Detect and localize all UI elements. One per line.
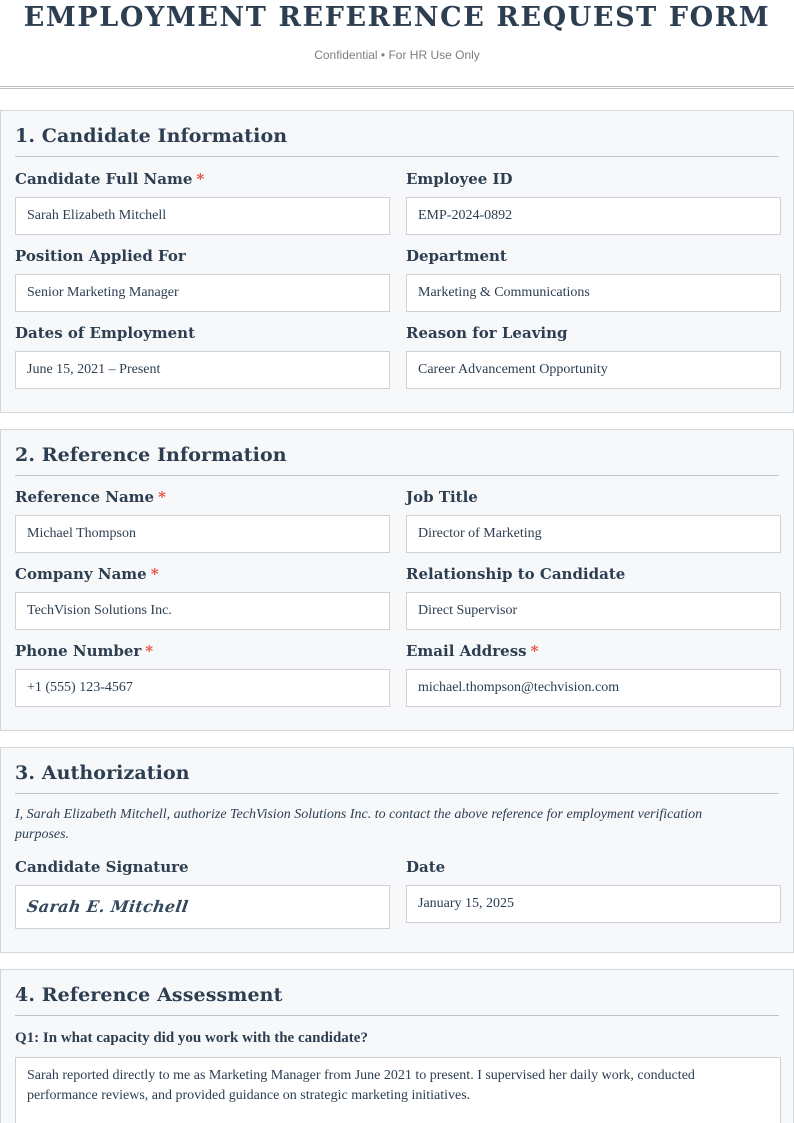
section-title: 2. Reference Information bbox=[15, 444, 287, 466]
field-label: Company Name * bbox=[15, 565, 159, 583]
field-employee-id bbox=[406, 170, 781, 235]
question-label: Q1: In what capacity did you work with the candidate? bbox=[15, 1030, 368, 1046]
reason-for-leaving-input[interactable]: Career Advancement Opportunity bbox=[406, 351, 781, 389]
section-title: 4. Reference Assessment bbox=[15, 984, 283, 1006]
signature-input[interactable] bbox=[15, 885, 390, 929]
field-label: Relationship to Candidate bbox=[406, 565, 626, 583]
field-label: Date bbox=[406, 858, 446, 876]
section-divider bbox=[15, 156, 779, 157]
department-input[interactable]: Marketing & Communications bbox=[406, 274, 781, 312]
required-asterisk: * bbox=[150, 565, 159, 583]
field-company-name bbox=[15, 565, 390, 630]
field-email-address bbox=[406, 642, 781, 707]
field-reference-name bbox=[15, 488, 390, 553]
field-position-applied-for bbox=[15, 247, 390, 312]
field-label: Email Address * bbox=[406, 642, 539, 660]
phone-number-input[interactable]: +1 (555) 123-4567 bbox=[15, 669, 390, 707]
reference-name-input[interactable]: Michael Thompson bbox=[15, 515, 390, 553]
section-reference-information bbox=[0, 429, 794, 731]
required-asterisk: * bbox=[196, 170, 205, 188]
section-reference-assessment bbox=[0, 969, 794, 1123]
required-asterisk: * bbox=[530, 642, 539, 660]
section-title: 1. Candidate Information bbox=[15, 125, 288, 147]
candidate-full-name-input[interactable]: Sarah Elizabeth Mitchell bbox=[15, 197, 390, 235]
section-candidate-information bbox=[0, 110, 794, 413]
date-input[interactable]: January 15, 2025 bbox=[406, 885, 781, 923]
signature-text: Sarah E. Mitchell bbox=[25, 897, 190, 916]
position-input[interactable]: Senior Marketing Manager bbox=[15, 274, 390, 312]
section-title: 3. Authorization bbox=[15, 762, 190, 784]
field-department bbox=[406, 247, 781, 312]
field-label: Reference Name * bbox=[15, 488, 166, 506]
field-label: Reason for Leaving bbox=[406, 324, 568, 342]
answer-textarea[interactable]: Sarah reported directly to me as Marketing Manager from June 2021 to present. I supervised her daily work, conducted performance reviews, and provided guidance on strategic marketing initiatives. bbox=[15, 1057, 781, 1123]
section-divider bbox=[15, 793, 779, 794]
field-label: Job Title bbox=[406, 488, 478, 506]
field-label: Candidate Full Name * bbox=[15, 170, 205, 188]
field-phone-number bbox=[15, 642, 390, 707]
dates-of-employment-input[interactable]: June 15, 2021 – Present bbox=[15, 351, 390, 389]
form-subtitle: Confidential • For HR Use Only bbox=[314, 48, 480, 62]
section-authorization bbox=[0, 747, 794, 953]
section-divider bbox=[15, 475, 779, 476]
field-label: Department bbox=[406, 247, 507, 265]
form-header bbox=[0, 0, 794, 89]
company-name-input[interactable]: TechVision Solutions Inc. bbox=[15, 592, 390, 630]
relationship-input[interactable]: Direct Supervisor bbox=[406, 592, 781, 630]
job-title-input[interactable]: Director of Marketing bbox=[406, 515, 781, 553]
field-label: Position Applied For bbox=[15, 247, 186, 265]
field-label: Candidate Signature bbox=[15, 858, 189, 876]
field-reason-for-leaving bbox=[406, 324, 781, 389]
field-label: Phone Number * bbox=[15, 642, 154, 660]
section-divider bbox=[15, 1015, 779, 1016]
required-asterisk: * bbox=[145, 642, 154, 660]
field-date bbox=[406, 858, 781, 923]
field-label: Dates of Employment bbox=[15, 324, 196, 342]
field-job-title bbox=[406, 488, 781, 553]
authorization-statement: I, Sarah Elizabeth Mitchell, authorize TechVision Solutions Inc. to contact the above reference for employment verification purposes. bbox=[15, 807, 703, 842]
field-dates-of-employment bbox=[15, 324, 390, 389]
employee-id-input[interactable]: EMP-2024-0892 bbox=[406, 197, 781, 235]
required-asterisk: * bbox=[158, 488, 166, 506]
field-candidate-full-name bbox=[15, 170, 390, 235]
field-candidate-signature bbox=[15, 858, 390, 929]
field-relationship-to-candidate bbox=[406, 565, 781, 630]
field-label: Employee ID bbox=[406, 170, 513, 188]
form-title: EMPLOYMENT REFERENCE REQUEST FORM bbox=[23, 2, 771, 33]
email-address-input[interactable]: michael.thompson@techvision.com bbox=[406, 669, 781, 707]
